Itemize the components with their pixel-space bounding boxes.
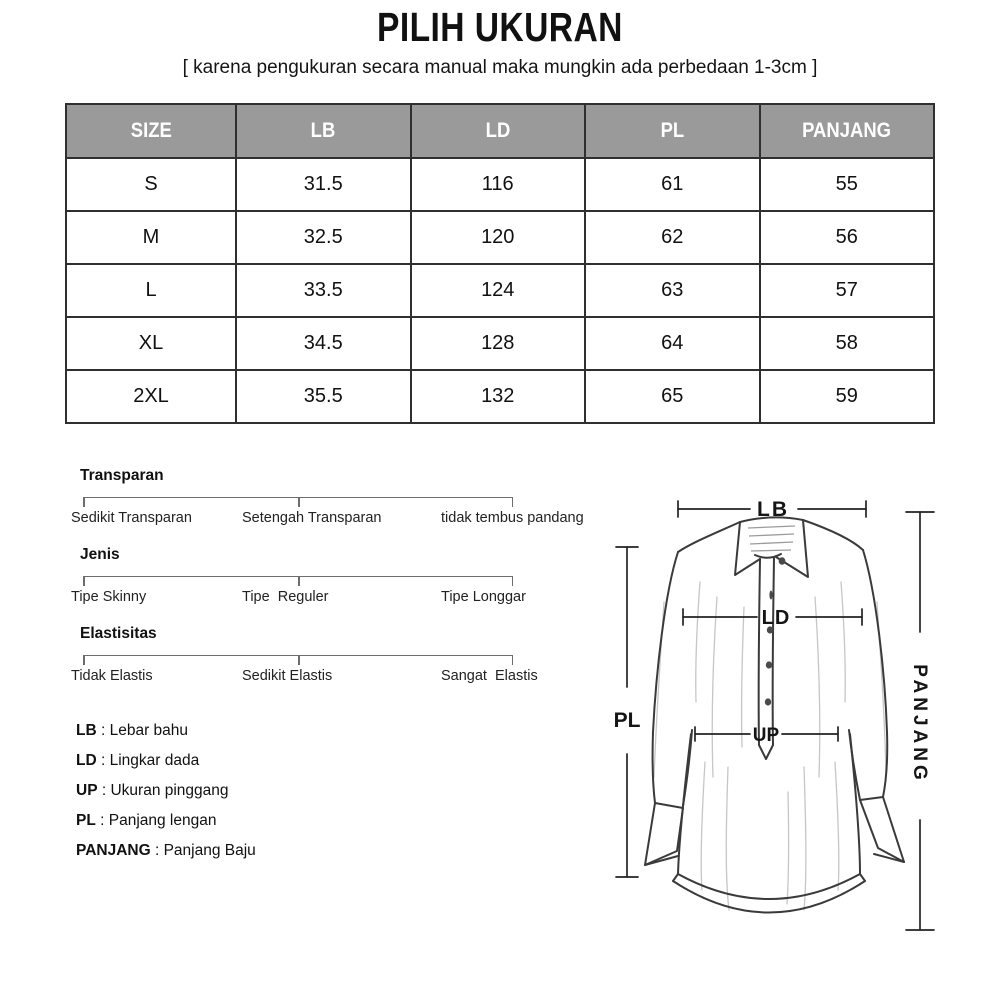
table-row-xl — [66, 317, 934, 370]
left-shoulder — [678, 522, 740, 552]
page-title — [0, 4, 1000, 51]
subtitle-note: [ karena pengukuran secara manual maka mungkin ada perbedaan 1-3cm ] — [182, 57, 818, 78]
scale-option: Tidak Elastis — [71, 668, 153, 684]
placket-left — [759, 559, 760, 745]
diagram-label-pl: PL — [613, 709, 641, 732]
cell-value: 58 — [760, 317, 935, 370]
scale-tick — [512, 498, 514, 507]
collar-stripes — [748, 526, 795, 551]
scale-option: Tipe Longgar — [441, 589, 526, 605]
header-cell-ld: LD — [411, 104, 586, 158]
cell-size: L — [66, 264, 236, 317]
scale-group-jenis — [65, 546, 605, 609]
scale-option: Sedikit Transparan — [71, 510, 192, 526]
diagram-label-up: UP — [752, 725, 780, 746]
cell-value: 64 — [585, 317, 760, 370]
header-cell-panjang: PANJANG — [760, 104, 935, 158]
cell-size: XL — [66, 317, 236, 370]
right-shoulder — [803, 520, 863, 550]
header-cell-size: SIZE — [66, 104, 236, 158]
table-row-l — [66, 264, 934, 317]
scale-tick — [298, 656, 300, 665]
header-cell-lb: LB — [236, 104, 411, 158]
scale-tick — [83, 577, 85, 586]
cell-value: 56 — [760, 211, 935, 264]
collar-left-wing — [735, 522, 760, 575]
shirt-diagram — [598, 462, 1000, 1000]
cell-value: 120 — [411, 211, 586, 264]
shirt-buttons — [765, 557, 786, 705]
cell-value: 59 — [760, 370, 935, 423]
scale-option: Sangat Elastis — [441, 668, 538, 684]
placket-right — [773, 558, 774, 745]
scale-option: Tipe Skinny — [71, 589, 147, 605]
scale-title: Elastisitas — [80, 625, 157, 642]
cell-size: S — [66, 158, 236, 211]
scale-option: Setengah Transparan — [242, 510, 382, 526]
scale-option: tidak tembus pandang — [441, 510, 584, 526]
cell-value: 116 — [411, 158, 586, 211]
attribute-scales — [65, 467, 605, 704]
diagram-label-panjang: PANJANG — [909, 664, 930, 784]
cell-value: 62 — [585, 211, 760, 264]
scale-tick — [512, 656, 514, 665]
cell-size: M — [66, 211, 236, 264]
shirt-outline — [645, 517, 904, 912]
scale-tick — [512, 577, 514, 586]
cell-value: 32.5 — [236, 211, 411, 264]
abbreviation-legend — [76, 721, 256, 871]
hem-inner — [678, 874, 860, 899]
cell-value: 124 — [411, 264, 586, 317]
scale-title: Jenis — [80, 546, 120, 563]
table-row-s — [66, 158, 934, 211]
scale-title: Transparan — [80, 467, 164, 484]
collar-right-wing — [776, 520, 808, 577]
scale-labels — [65, 668, 605, 688]
legend-item-lb: LB : Lebar bahu — [76, 722, 189, 739]
cell-value: 35.5 — [236, 370, 411, 423]
left-body — [678, 734, 691, 874]
cell-value: 31.5 — [236, 158, 411, 211]
header-cell-pl: PL — [585, 104, 760, 158]
scale-group-transparan — [65, 467, 605, 530]
table-row-m — [66, 211, 934, 264]
size-table-header-row — [66, 104, 934, 158]
scale-line — [83, 576, 513, 587]
scale-labels — [65, 510, 605, 530]
right-sleeve-outer — [863, 550, 887, 797]
size-table — [65, 103, 935, 424]
cell-value: 57 — [760, 264, 935, 317]
cell-value: 63 — [585, 264, 760, 317]
legend-item-pl: PL : Panjang lengan — [76, 812, 217, 829]
cell-value: 65 — [585, 370, 760, 423]
legend-item-up: UP : Ukuran pinggang — [76, 782, 229, 799]
cell-size: 2XL — [66, 370, 236, 423]
hem-right-join — [860, 874, 865, 881]
scale-tick — [83, 498, 85, 507]
cell-value: 128 — [411, 317, 586, 370]
right-cuff — [860, 797, 904, 862]
scale-labels — [65, 589, 605, 609]
table-row-2xl — [66, 370, 934, 423]
scale-option: Tipe Reguler — [242, 589, 329, 605]
legend-item-ld: LD : Lingkar dada — [76, 752, 200, 769]
scale-tick — [298, 498, 300, 507]
diagram-label-ld: LD — [761, 607, 791, 629]
cell-value: 55 — [760, 158, 935, 211]
cell-value: 132 — [411, 370, 586, 423]
scale-option: Sedikit Elastis — [242, 668, 333, 684]
legend-item-panjang: PANJANG : Panjang Baju — [76, 842, 256, 859]
right-cuff-fold — [874, 854, 904, 862]
diagram-label-lb: LB — [757, 498, 789, 521]
left-sleeve-outer — [653, 552, 678, 803]
page-title-text: PILIH UKURAN — [377, 4, 623, 50]
cell-value: 34.5 — [236, 317, 411, 370]
scale-group-elastisitas — [65, 625, 605, 688]
placket-point — [759, 745, 773, 759]
scale-tick — [298, 577, 300, 586]
right-body — [850, 734, 860, 874]
hem-left-join — [673, 874, 678, 881]
scale-line — [83, 655, 513, 666]
scale-line — [83, 497, 513, 508]
cell-value: 61 — [585, 158, 760, 211]
scale-tick — [83, 656, 85, 665]
cell-value: 33.5 — [236, 264, 411, 317]
